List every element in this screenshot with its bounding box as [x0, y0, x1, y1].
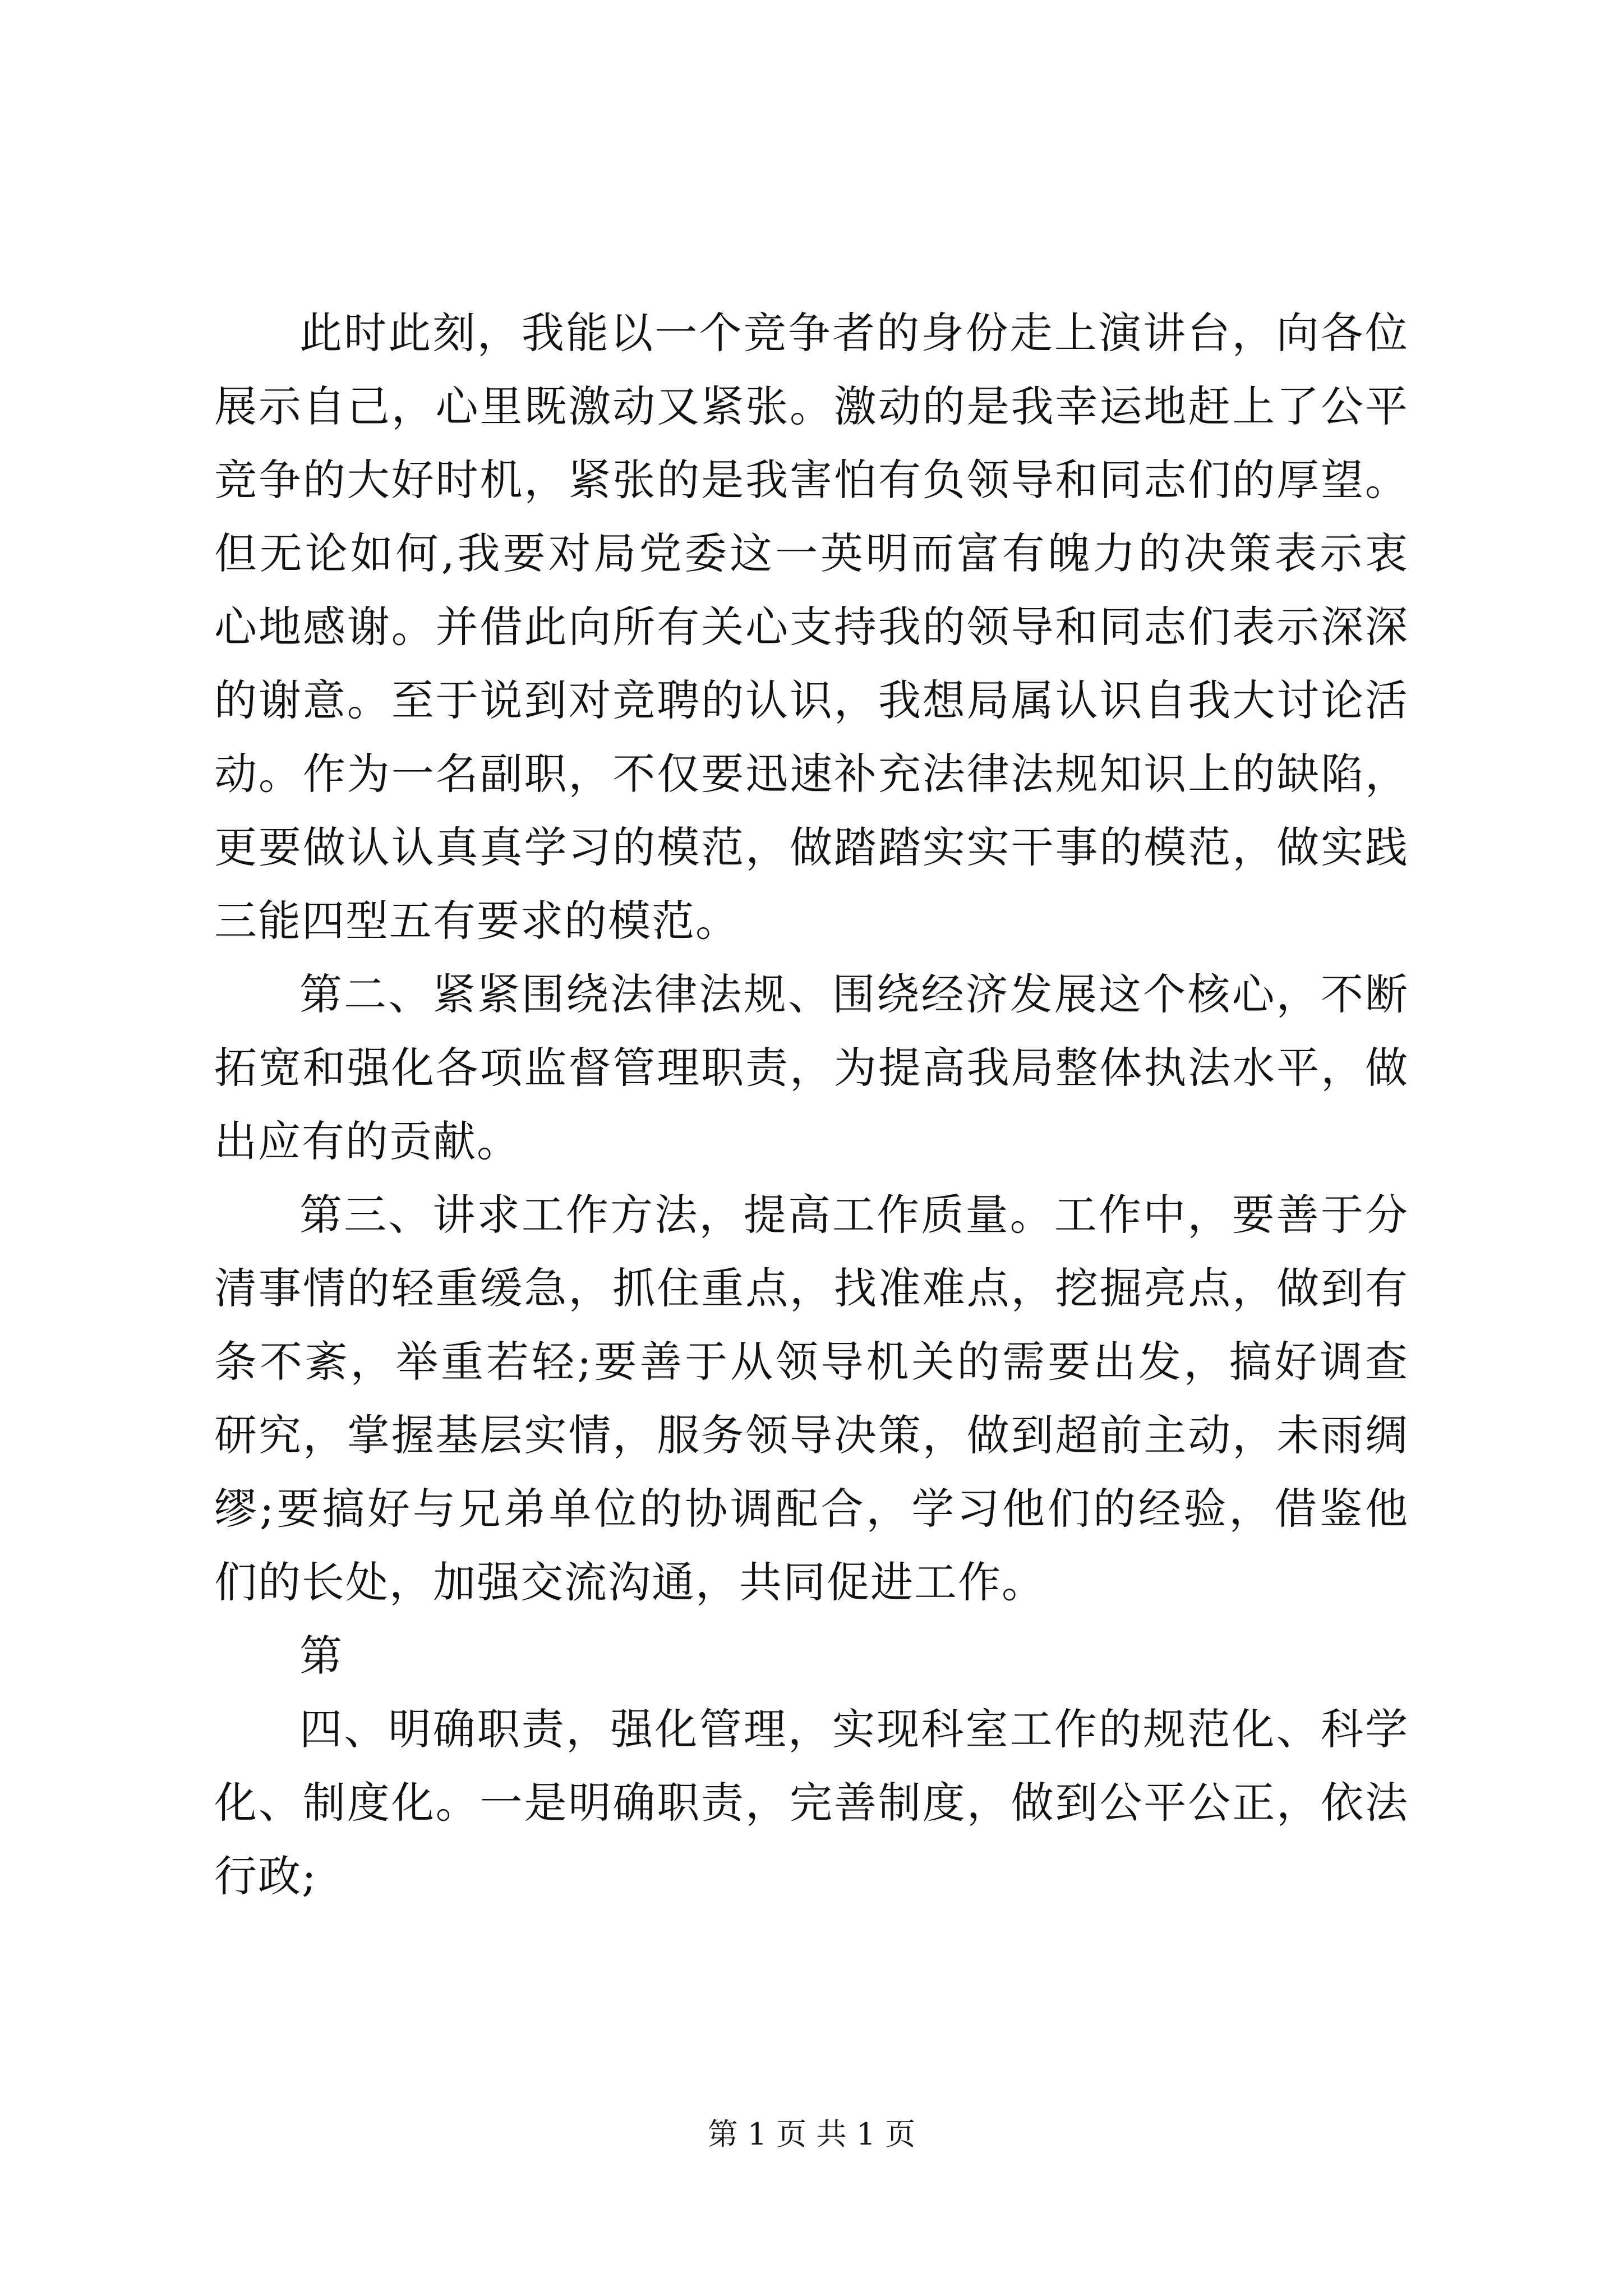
paragraph-fourth-heading: 第: [299, 1631, 343, 1681]
page-footer: 第 1 页 共 1 页: [707, 2116, 916, 2152]
paragraph-second: 第二、紧紧围绕法律法规、围绕经济发展这个核心，不断拓宽和强化各项监督管理职责，为提高我局整体执法水平，做出应有的贡献。: [214, 969, 1409, 1166]
paragraph-fourth: 四、明确职责，强化管理，实现科室工作的规范化、科学化、制度化。一是明确职责，完善制度，做到公平公正，依法行政;: [214, 1704, 1409, 1901]
paragraph-opening: 此时此刻，我能以一个竞争者的身份走上演讲台，向各位展示自己，心里既激动又紧张。激动的是我幸运地赶上了公平竞争的大好时机，紧张的是我害怕有负领导和同志们的厚望。但无论如何,我要对局党委这一英明而富有魄力的决策表示衷心地感谢。并借此向所有关心支持我的领导和同志们表示深深的谢意。至于说到对竞聘的认识，我想局属认识自我大讨论活动。作为一名副职，不仅要迅速补充法律法规知识上的缺陷，更要做认认真真学习的模范，做踏踏实实干事的模范，做实践三能四型五有要求的模范。: [214, 308, 1409, 946]
document-body: [214, 296, 1409, 1913]
paragraph-third: 第三、讲求工作方法，提高工作质量。工作中，要善于分清事情的轻重缓急，抓住重点，找准难点，挖掘亮点，做到有条不紊，举重若轻;要善于从领导机关的需要出发，搞好调查研究，掌握基层实情，服务领导决策，做到超前主动，未雨绸缪;要搞好与兄弟单位的协调配合，学习他们的经验，借鉴他们的长处，加强交流沟通，共同促进工作。: [214, 1190, 1409, 1607]
